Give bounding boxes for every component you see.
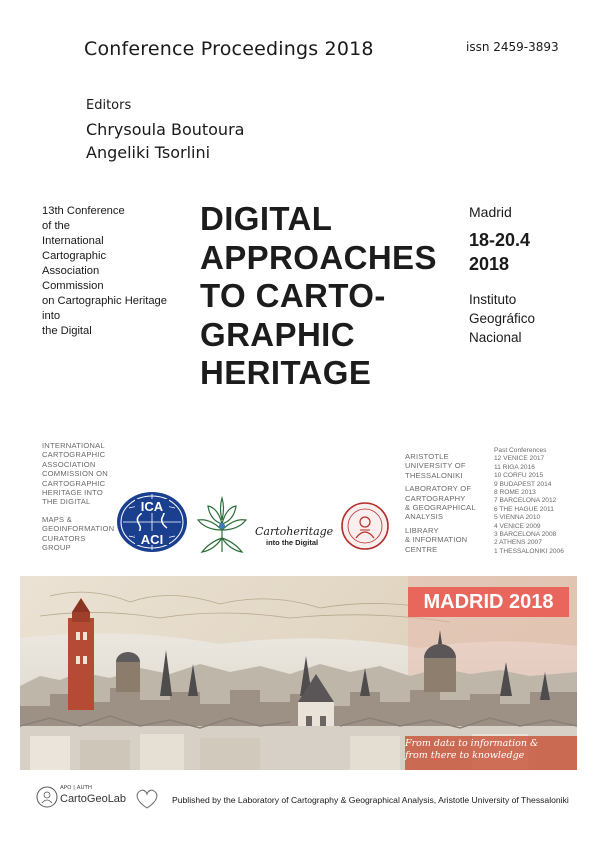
past-conferences-list (494, 447, 574, 556)
org-line: & GEOGRAPHICAL (405, 503, 476, 513)
org-line: UNIVERSITY OF (405, 461, 466, 471)
org-line: COMMISSION ON (42, 469, 108, 479)
past-conference-item: 1 THESSALONIKI 2006 (494, 547, 564, 555)
publisher-statement: Published by the Laboratory of Cartography & Geographical Analysis, Aristotle University of Thessaloniki (172, 795, 569, 805)
title-line: HERITAGE (200, 354, 372, 391)
past-conferences-heading: Past Conferences (494, 447, 547, 454)
issn: issn 2459-3893 (466, 40, 559, 54)
org-line: MAPS & (42, 514, 72, 524)
conference-city: Madrid (469, 204, 512, 220)
motto (405, 738, 575, 762)
org-line: LABORATORY OF (405, 484, 472, 494)
date-year: 2018 (469, 254, 510, 274)
description-line: Commission (42, 280, 104, 292)
past-conference-item: 10 CORFU 2015 (494, 472, 544, 480)
title-line: APPROACHES (200, 238, 437, 276)
description-line: into (42, 310, 61, 322)
past-conference-item: 4 VENICE 2009 (494, 522, 541, 530)
aci-logo-text: ACI (140, 532, 164, 547)
main-title (200, 200, 460, 393)
org-line: ARISTOTLE (405, 452, 449, 461)
description-line: of the (42, 220, 70, 232)
past-conference-item: 5 VIENNA 2010 (494, 514, 541, 522)
title-line: TO CARTO- (200, 277, 386, 314)
cartoheritage-logo-text: Cartoheritage (255, 525, 334, 538)
org-line: GROUP (42, 543, 71, 553)
org-line: HERITAGE INTO (42, 488, 103, 498)
university-seal-icon (340, 501, 390, 551)
past-conference-item: 3 BARCELONA 2008 (494, 531, 557, 539)
motto-line: From data to information & (405, 738, 539, 749)
past-conference-item: 7 BARCELONA 2012 (494, 497, 557, 505)
series-title: Conference Proceedings 2018 (84, 38, 374, 60)
org-line: GEOINFORMATION (42, 524, 115, 534)
description-line: Cartographic (42, 250, 107, 262)
motto-line: from there to knowledge (405, 750, 525, 761)
conference-dates (469, 228, 530, 276)
org-line: CARTOGRAPHIC (42, 478, 106, 488)
description-line: 13th Conference (42, 205, 125, 217)
venue-line: Instituto (469, 292, 517, 307)
description-line: the Digital (42, 325, 92, 337)
org-line: CARTOGRAPHY (405, 493, 466, 503)
past-conference-item: 8 ROME 2013 (494, 489, 536, 497)
org-line: CENTRE (405, 544, 438, 554)
ica-logo-text: ICA (140, 499, 164, 514)
org-line: LIBRARY (405, 525, 439, 535)
org-line: ANALYSIS (405, 512, 444, 522)
venue-line: Nacional (469, 330, 522, 345)
cartoheritage-sub-text: into the Digital (266, 538, 319, 547)
org-line: & INFORMATION (405, 535, 468, 545)
past-conference-item: 9 BUDAPEST 2014 (494, 480, 552, 488)
past-conference-item: 2 ATHENS 2007 (494, 539, 542, 547)
editors-label: Editors (86, 98, 132, 113)
description-line: on Cartographic Heritage (42, 295, 167, 307)
venue-line: Geográfico (469, 311, 536, 326)
leaf-logo (192, 494, 252, 556)
date-range: 18-20.4 (469, 230, 531, 250)
editor-name: Chrysoula Boutoura (86, 120, 245, 139)
description-line: International (42, 235, 104, 247)
heart-globe-icon (134, 788, 160, 810)
title-line: GRAPHIC (200, 315, 355, 353)
title-line: DIGITAL (200, 200, 333, 237)
past-conference-item: 6 THE HAGUE 2011 (494, 505, 554, 513)
editor-name: Angeliki Tsorlini (86, 143, 211, 162)
apo-auth-label: APO | AUTH (60, 785, 93, 791)
org-line: INTERNATIONAL (42, 441, 105, 450)
conference-venue (469, 290, 535, 347)
auth-organizer-text (405, 452, 493, 554)
past-conference-item: 11 RIGA 2016 (494, 463, 535, 471)
org-line: CARTOGRAPHIC (42, 450, 106, 460)
past-conference-item: 12 VENICE 2017 (494, 455, 545, 463)
org-line: THE DIGITAL (42, 497, 91, 507)
cartogeolab-logo-text: CartoGeoLab (60, 793, 127, 805)
org-line: THESSALONIKI (405, 470, 463, 480)
org-line: CURATORS (42, 533, 86, 543)
university-seal-small-icon (36, 786, 58, 808)
org-line: ASSOCIATION (42, 459, 96, 469)
ica-globe-logo (115, 490, 189, 554)
madrid-2018-badge: MADRID 2018 (408, 587, 569, 617)
description-line: Association (42, 265, 100, 277)
conference-description (42, 204, 192, 339)
